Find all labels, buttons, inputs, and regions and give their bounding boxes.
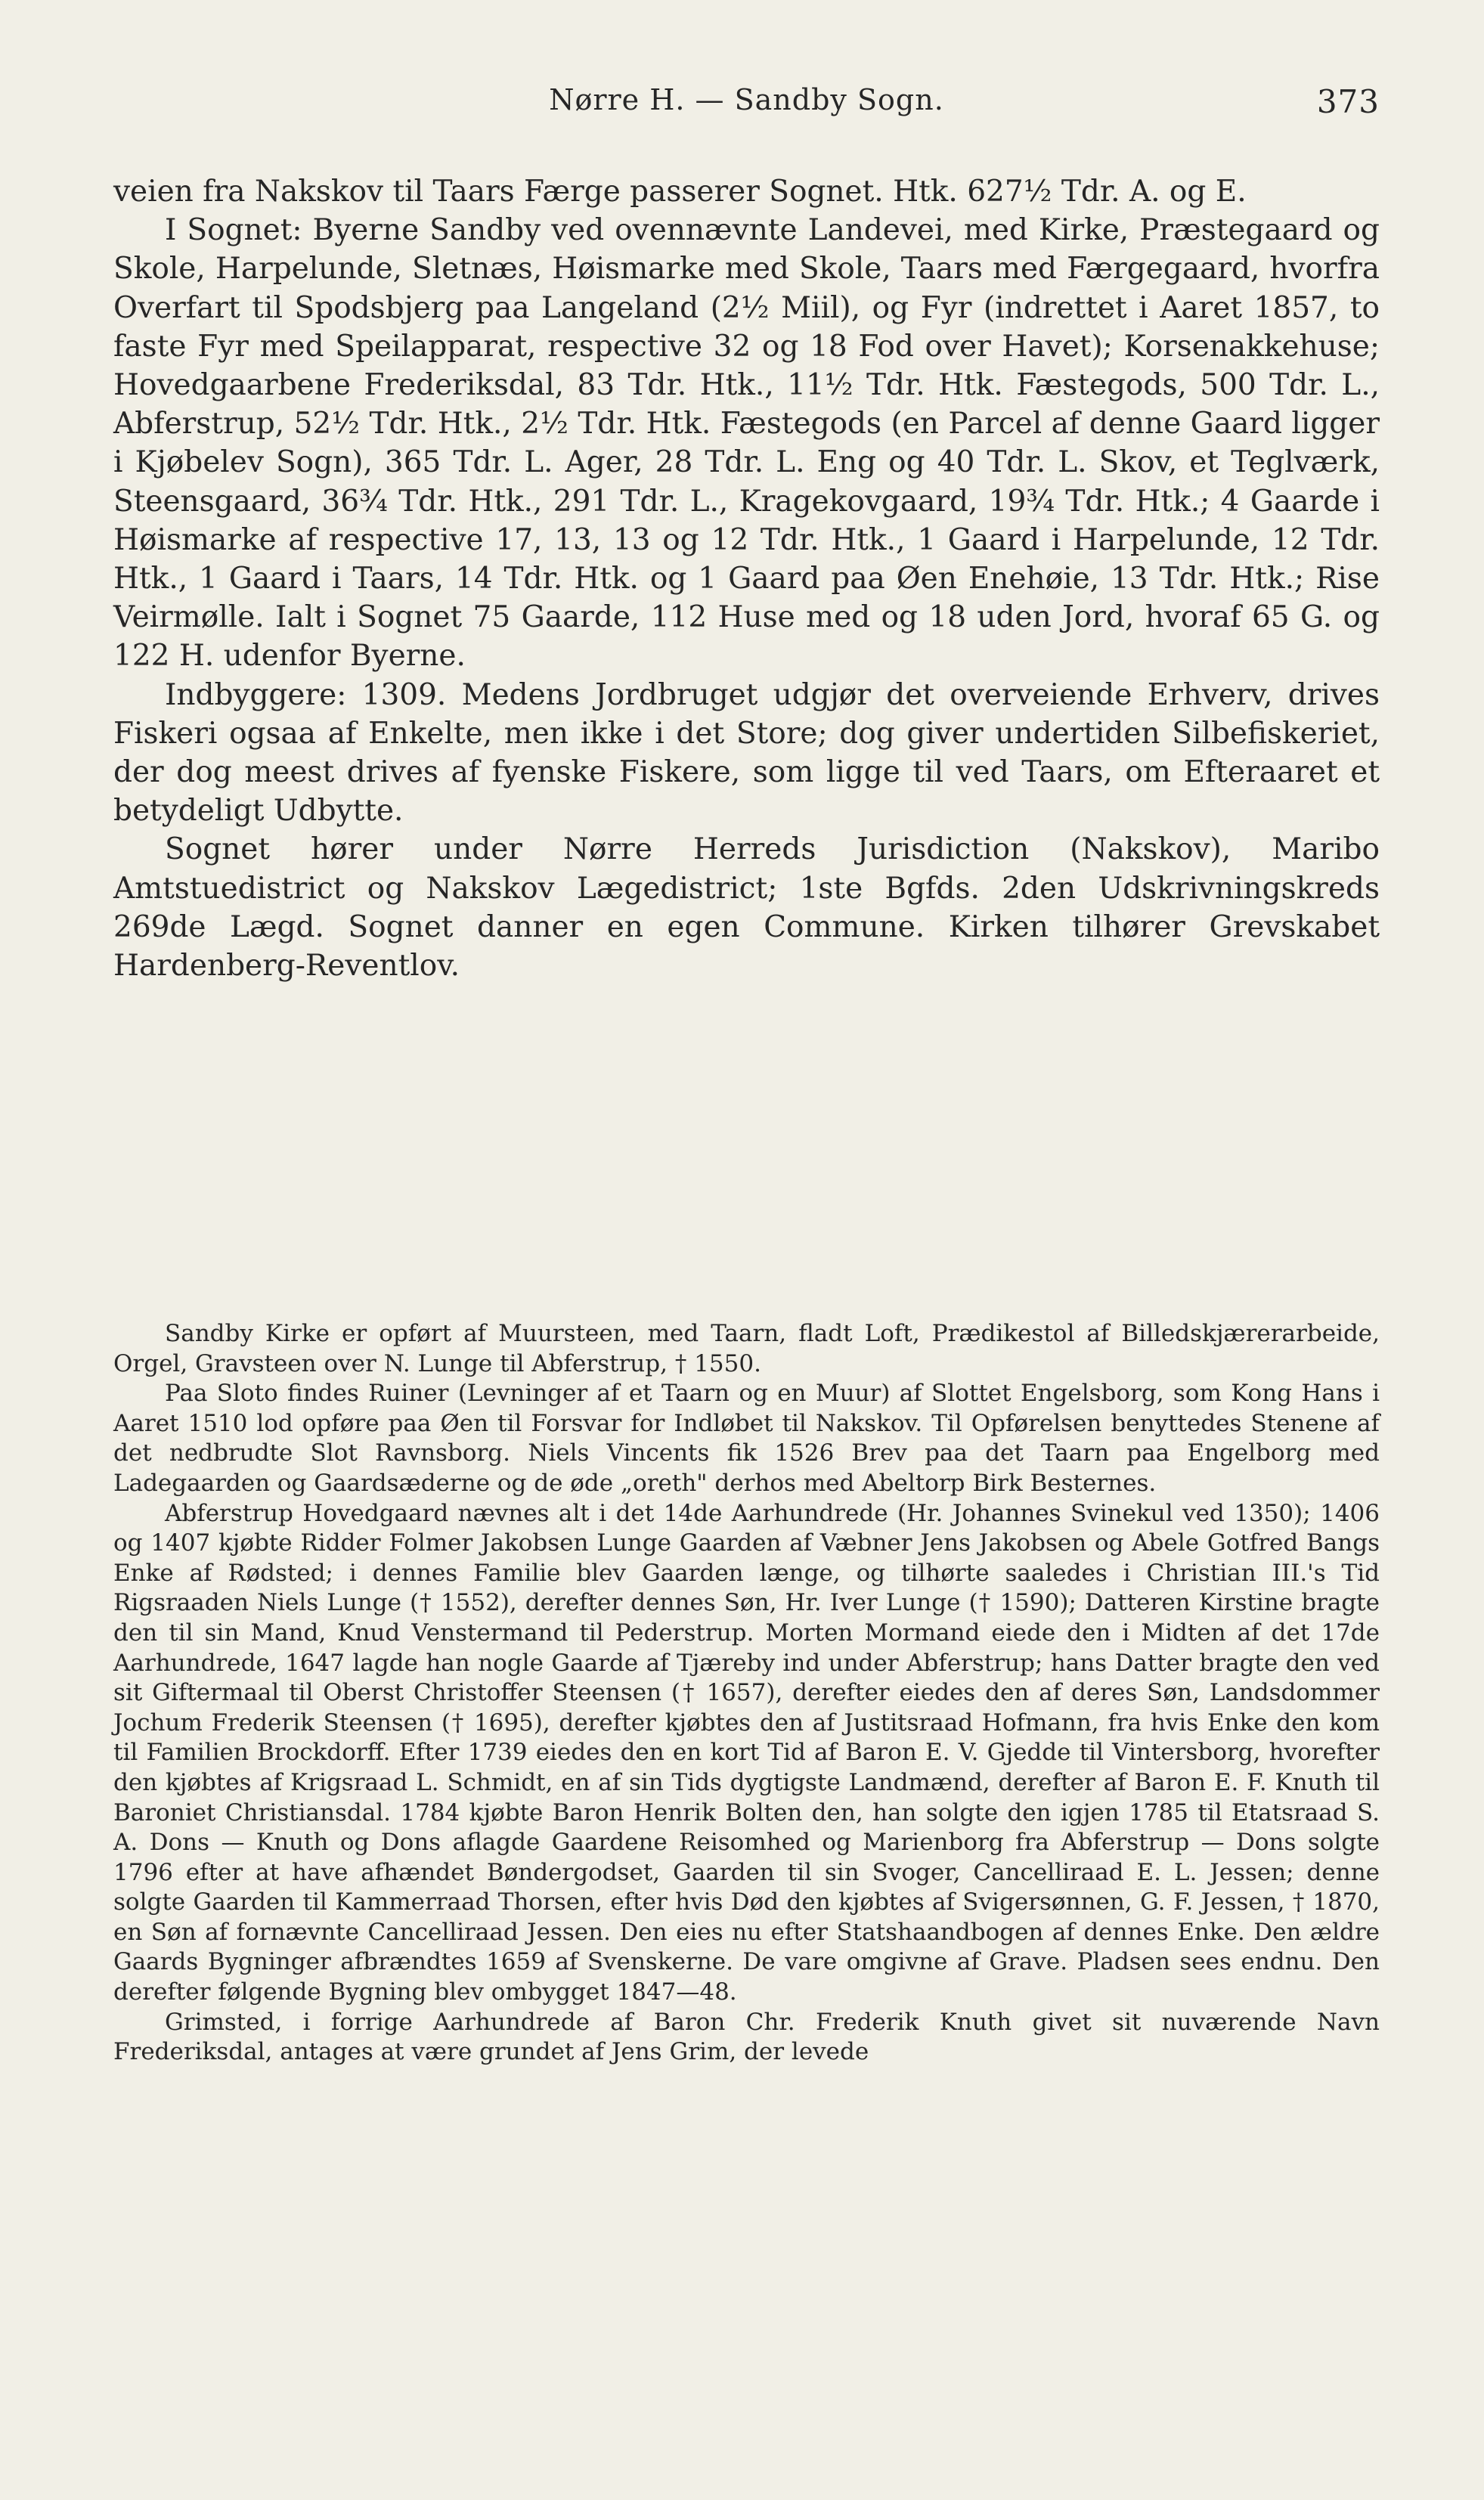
main-text bbox=[113, 172, 1380, 985]
body-paragraph: veien fra Nakskov til Taars Færge passerer Sognet. Htk. 627½ Tdr. A. og E. bbox=[113, 175, 1247, 209]
page-number: 373 bbox=[1316, 83, 1380, 120]
note-paragraph: Sandby Kirke er opført af Muursteen, med Taarn, fladt Loft, Prædikestol af Billedskjærerarbeide, Orgel, Gravsteen over N. Lunge til Abferstrup, † 1550. bbox=[113, 1320, 1380, 1377]
body-paragraph: Sognet hører under Nørre Herreds Jurisdiction (Nakskov), Maribo Amtstuedistrict og Nakskov Lægedistrict; 1ste Bgfds. 2den Udskrivningskreds 269de Lægd. Sognet danner en egen Commune. Kirken tilhører Grevskabet Hardenberg-Reventlov. bbox=[113, 832, 1380, 984]
page-header bbox=[113, 83, 1380, 129]
running-head: Nørre H. — Sandby Sogn. bbox=[549, 83, 944, 116]
note-paragraph: Abferstrup Hovedgaard nævnes alt i det 14de Aarhundrede (Hr. Johannes Svinekul ved 1350); 1406 og 1407 kjøbte Ridder Folmer Jakobsen Lunge Gaarden af Væbner Jens Jakobsen og Abele Gotfred Bangs Enke af Rødsted; i dennes Familie blev Gaarden længe, og tilhørte saaledes i Christian III.'s Tid Rigsraaden Niels Lunge († 1552), derefter dennes Søn, Hr. Iver Lunge († 1590); Datteren Kirstine bragte den til sin Mand, Knud Venstermand til Pederstrup. Morten Mormand eiede den i Midten af det 17de Aarhundrede, 1647 lagde han nogle Gaarde af Tjæreby ind under Abferstrup; hans Datter bragte den ved sit Giftermaal til Oberst Christoffer Steensen († 1657), derefter eiedes den af deres Søn, Landsdommer Jochum Frederik Steensen († 1695), derefter kjøbtes den af Justitsraad Hofmann, fra hvis Enke den kom til Familien Brockdorff. Efter 1739 eiedes den en kort Tid af Baron E. V. Gjedde til Vintersborg, hvorefter den kjøbtes af Krigsraad L. Schmidt, en af sin Tids dygtigste Landmænd, derefter af Baron E. F. Knuth til Baroniet Christiansdal. 1784 kjøbte Baron Henrik Bolten den, han solgte den igjen 1785 til Etatsraad S. A. Dons — Knuth og Dons aflagde Gaardene Reisomhed og Marienborg fra Abferstrup — Dons solgte 1796 efter at have afhændet Bøndergodset, Gaarden til sin Svoger, Cancelliraad E. L. Jessen; denne solgte Gaarden til Kammerraad Thorsen, efter hvis Død den kjøbtes af Svigersønnen, G. F. Jessen, † 1870, en Søn af fornævnte Cancelliraad Jessen. Den eies nu efter Statshaandbogen af dennes Enke. Den ældre Gaards Bygninger afbrændtes 1659 af Svenskerne. De vare omgivne af Grave. Pladsen sees endnu. Den derefter følgende Bygning blev ombygget 1847—48. bbox=[113, 1499, 1380, 2006]
body-paragraph: Indbyggere: 1309. Medens Jordbruget udgjør det overveiende Erhverv, drives Fiskeri ogsaa af Enkelte, men ikke i det Store; dog giver undertiden Silbefiskeriet, der dog meest drives af fyenske Fiskere, som ligge til ved Taars, om Efteraaret et betydeligt Udbytte. bbox=[113, 677, 1380, 829]
note-paragraph: Grimsted, i forrige Aarhundrede af Baron Chr. Frederik Knuth givet sit nuværende Navn Frederiksdal, antages at være grundet af Jens Grim, der levede bbox=[113, 2008, 1380, 2066]
book-page bbox=[113, 0, 1380, 2500]
note-paragraph: Paa Sloto findes Ruiner (Levninger af et Taarn og en Muur) af Slottet Engelsborg, som Kong Hans i Aaret 1510 lod opføre paa Øen til Forsvar for Indløbet til Nakskov. Til Opførelsen benyttedes Stenene af det nedbrudte Slot Ravnsborg. Niels Vincents fik 1526 Brev paa det Taarn paa Engelborg med Ladegaarden og Gaardsæderne og de øde „oreth" derhos med Abeltorp Birk Besternes. bbox=[113, 1380, 1380, 1497]
body-paragraph: I Sognet: Byerne Sandby ved ovennævnte Landevei, med Kirke, Præstegaard og Skole, Harpelunde, Sletnæs, Høismarke med Skole, Taars med Færgegaard, hvorfra Overfart til Spodsbjerg paa Langeland (2½ Miil), og Fyr (indrettet i Aaret 1857, to faste Fyr med Speilapparat, respective 32 og 18 Fod over Havet); Korsenakkehuse; Hovedgaarbene Frederiksdal, 83 Tdr. Htk., 11½ Tdr. Htk. Fæstegods, 500 Tdr. L., Abferstrup, 52½ Tdr. Htk., 2½ Tdr. Htk. Fæstegods (en Parcel af denne Gaard ligger i Kjøbelev Sogn), 365 Tdr. L. Ager, 28 Tdr. L. Eng og 40 Tdr. L. Skov, et Teglværk, Steensgaard, 36¾ Tdr. Htk., 291 Tdr. L., Kragekovgaard, 19¾ Tdr. Htk.; 4 Gaarde i Høismarke af respective 17, 13, 13 og 12 Tdr. Htk., 1 Gaard i Harpelunde, 12 Tdr. Htk., 1 Gaard i Taars, 14 Tdr. Htk. og 1 Gaard paa Øen Enehøie, 13 Tdr. Htk.; Rise Veirmølle. Ialt i Sognet 75 Gaarde, 112 Huse med og 18 uden Jord, hvoraf 65 G. og 122 H. udenfor Byerne. bbox=[113, 213, 1380, 674]
notes-section bbox=[113, 1319, 1380, 2068]
